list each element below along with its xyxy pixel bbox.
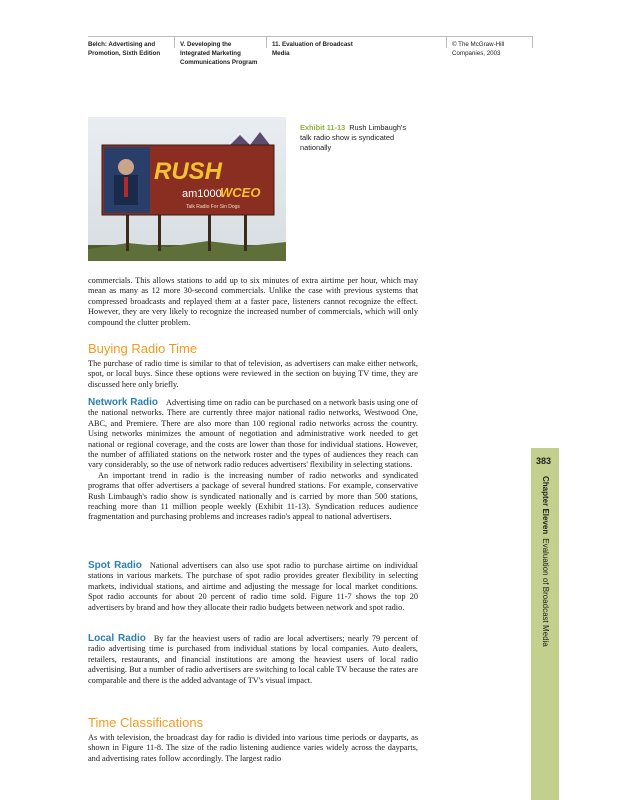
exhibit-caption	[300, 123, 418, 153]
network-radio-section	[88, 398, 418, 523]
billboard-photo	[88, 117, 286, 261]
buying-paragraph: The purchase of radio time is similar to that of television, as advertisers can make either network, spot, or local buys. Since these options were reviewed in the section on buying TV time, they are discussed here only briefly.	[88, 359, 418, 389]
chapter-running-title	[540, 476, 550, 676]
time-paragraph: As with television, the broadcast day for radio is divided into various time periods or dayparts, as shown in Figure 11-8. The size of the radio listening audience varies widely across the dayparts, and advertising rates follow accordingly. The largest radio	[88, 733, 418, 763]
header-divider	[174, 36, 175, 48]
section-heading-time-classifications: Time Classifications	[88, 715, 204, 730]
page-number: 383	[536, 456, 552, 466]
billboard-tagline: Talk Radio For Sin Dogs	[186, 204, 240, 210]
exhibit-caption-text: Rush Limbaugh's talk radio show is syndicated nationally	[300, 123, 407, 152]
intro-paragraph: commercials. This allows stations to add up to six minutes of extra airtime per hour, which may mean as many as 12 more 30-second commercials. Unlike the case with previous systems that compressed broadcasts and replayed them at a faster pace, listeners cannot recognize the effect. However, they are very likely to recognize the increased number of commercials, which will only compound the clutter problem.	[88, 276, 418, 327]
local-radio-section	[88, 634, 418, 686]
header-chapter-info: 11. Evaluation of Broadcast Media	[272, 41, 353, 57]
header-part-info: V. Developing the Integrated Marketing Communications Program	[180, 41, 258, 66]
network-paragraph: Advertising time on radio can be purchased on a network basis using one of the national networks. There are currently three major national radio networks, Westwood One, ABC, and Premiere. There are also more than 100 regional radio networks across the country. Using networks minimizes the amount of negotiation and administrative work needed to get national or regional coverage, and the costs are lower than those for individual stations. However, the number of affiliated stations on the network roster and the types of audiences they reach can vary considerably, so the use of network radio reduces advertisers' flexibility in selecting stations.	[88, 398, 419, 470]
local-paragraph: By far the heaviest users of radio are local advertisers; nearly 79 percent of radio advertising time is purchased from individual stations by local companies. Auto dealers, retailers, restaurants, and financial institutions are among the heaviest users of local radio advertising. But a number of radio advertisers are switching to local cable TV because the rates are comparable and there is the added advantage of TV's visual impact.	[88, 634, 418, 685]
header-divider	[266, 36, 267, 48]
spot-paragraph: National advertisers can also use spot radio to purchase airtime on individual stations in various markets. The purchase of spot radio provides greater flexibility in selecting markets, individual stations, and airtime and adjusting the message for local market conditions. Spot radio accounts for about 20 percent of radio time sold. Figure 11-7 shows the top 20 advertisers by brand and how they allocate their radio budgets between network and spot radio.	[88, 561, 418, 612]
billboard-image	[88, 117, 286, 261]
chapter-label: Chapter Eleven	[541, 476, 550, 535]
header-divider	[532, 36, 533, 48]
subheading-network-radio: Network Radio	[88, 397, 159, 408]
billboard-title: RUSH	[154, 158, 223, 185]
header-book-info: Belch: Advertising and Promotion, Sixth Edition	[88, 41, 161, 57]
header-divider	[446, 36, 447, 48]
billboard-call-sign: WCEO	[220, 185, 261, 200]
header-copyright: © The McGraw-Hill Companies, 2003	[452, 41, 505, 57]
chapter-title: Evaluation of Broadcast Media	[541, 538, 550, 647]
subheading-spot-radio: Spot Radio	[88, 560, 142, 571]
subheading-local-radio: Local Radio	[88, 633, 146, 644]
spot-radio-section	[88, 561, 418, 613]
network-paragraph-2: An important trend in radio is the increasing number of radio networks and syndicated programs that offer advertisers a package of several hundred stations. For example, conservative Rush Limbaugh's radio show is syndicated nationally and is carried by more than 500 stations, reaching more than 11 million people weekly (Exhibit 11-13). Syndication reduces audience fragmentation and purchasing problems and increases radio's appeal to national advertisers.	[88, 470, 418, 522]
exhibit-label: Exhibit 11-13	[300, 123, 346, 132]
billboard-station: am1000	[182, 188, 222, 200]
section-heading-buying-radio-time: Buying Radio Time	[88, 341, 198, 356]
header-rule	[88, 36, 532, 37]
